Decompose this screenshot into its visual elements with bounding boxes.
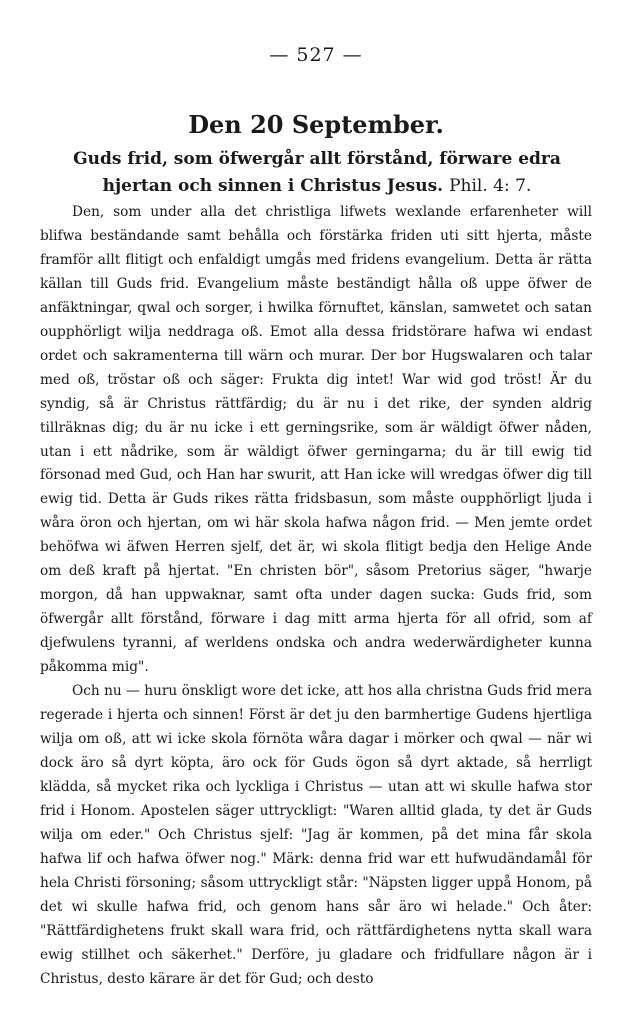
paragraph-2: Och nu — huru önskligt wore det icke, att hos alla christna Guds frid mera regerade i hjerta och sinnen! Först är det ju den barmhertige Gudens hjertliga wilja om oß, att wi icke skola förnöta wåra dagar i mörker och qwal — när wi dock äro så dyrt köpta, äro ock för Guds ögon så dyrt aktade, så herrligt klädda, så mycket rika och lyckliga i Christus — utan att wi skulle hafwa stor frid i Honom. Apostelen säger uttryckligt: "Waren alltid glada, ty det är Guds wilja om eder." Och Christus sjelf: "Jag är kommen, på det mina får skola hafwa lif och hafwa öfwer nog." Märk: denna frid war ett hufwudändamål för hela Christi försoning; såsom uttryckligt står: "Näpsten ligger uppå Honom, på det wi skulle hafwa frid, och genom hans sår äro wi helade." Och åter: "Rättfärdighetens frukt skall wara frid, och rättfärdighetens nytta skall wara ewig stillhet och säkerhet." Derföre, ju gladare och fridfullare någon är i Christus, desto kärare är det för Gud; och desto <box>40 683 592 987</box>
verse-reference: Phil. 4: 7. <box>449 176 532 196</box>
scripture-verse <box>44 146 590 200</box>
body-text <box>40 201 592 991</box>
page-number: — 527 — <box>269 44 363 66</box>
date-heading: Den 20 September. <box>188 110 444 139</box>
verse-text: Guds frid, som öfwergår allt förstånd, förware edra hjertan och sinnen i Christus Jesus. <box>73 149 561 196</box>
paragraph-1: Den, som under alla det christliga lifwets wexlande erfarenheter will blifwa beständande samt behålla och förstärka friden uti sitt hjerta, måste framför allt flitigt och enfaldigt umgås med fridens evangelium. Detta är rätta källan till Guds frid. Evangelium måste beständigt hålla oß uppe öfwer de anfäktningar, qwal och sorger, i hwilka förnuftet, känslan, samwetet och satan oupphörligt wilja neddraga oß. Emot alla dessa fridstörare hafwa wi endast ordet och sakramenterna till wärn och murar. Der bor Hugswalaren och talar med oß, tröstar oß och säger: Frukta dig intet! War wid god tröst! Är du syndig, så är Christus rättfärdig; du är nu i det rike, der synden aldrig tillräknas dig; du är nu icke i ett gerningsrike, som är wäldigt öfwer nåden, utan i ett nådrike, som är wäldigt öfwer gerningarna; du är till ewig tid försonad med Gud, och Han har swurit, att Han icke will wredgas öfwer dig till ewig tid. Detta är Guds rikes rätta fridsbasun, som måste oupphörligt ljuda i wåra öron och hjertan, om wi här skola hafwa någon frid. — Men jemte ordet behöfwa wi äfwen Herren sjelf, det är, wi skola flitigt bedja den Helige Ande om deß kraft på hjertat. "En christen bör", såsom Pretorius säger, "hwarje morgon, då han uppwaknar, samt ofta under dagen sucka: Guds frid, som öfwergår allt förstånd, förware i dag mitt arma hjerta för all ofrid, som af djefwulens tyranni, af werldens ondska och andra wederwärdigheter kunna påkomma mig". <box>40 204 592 676</box>
